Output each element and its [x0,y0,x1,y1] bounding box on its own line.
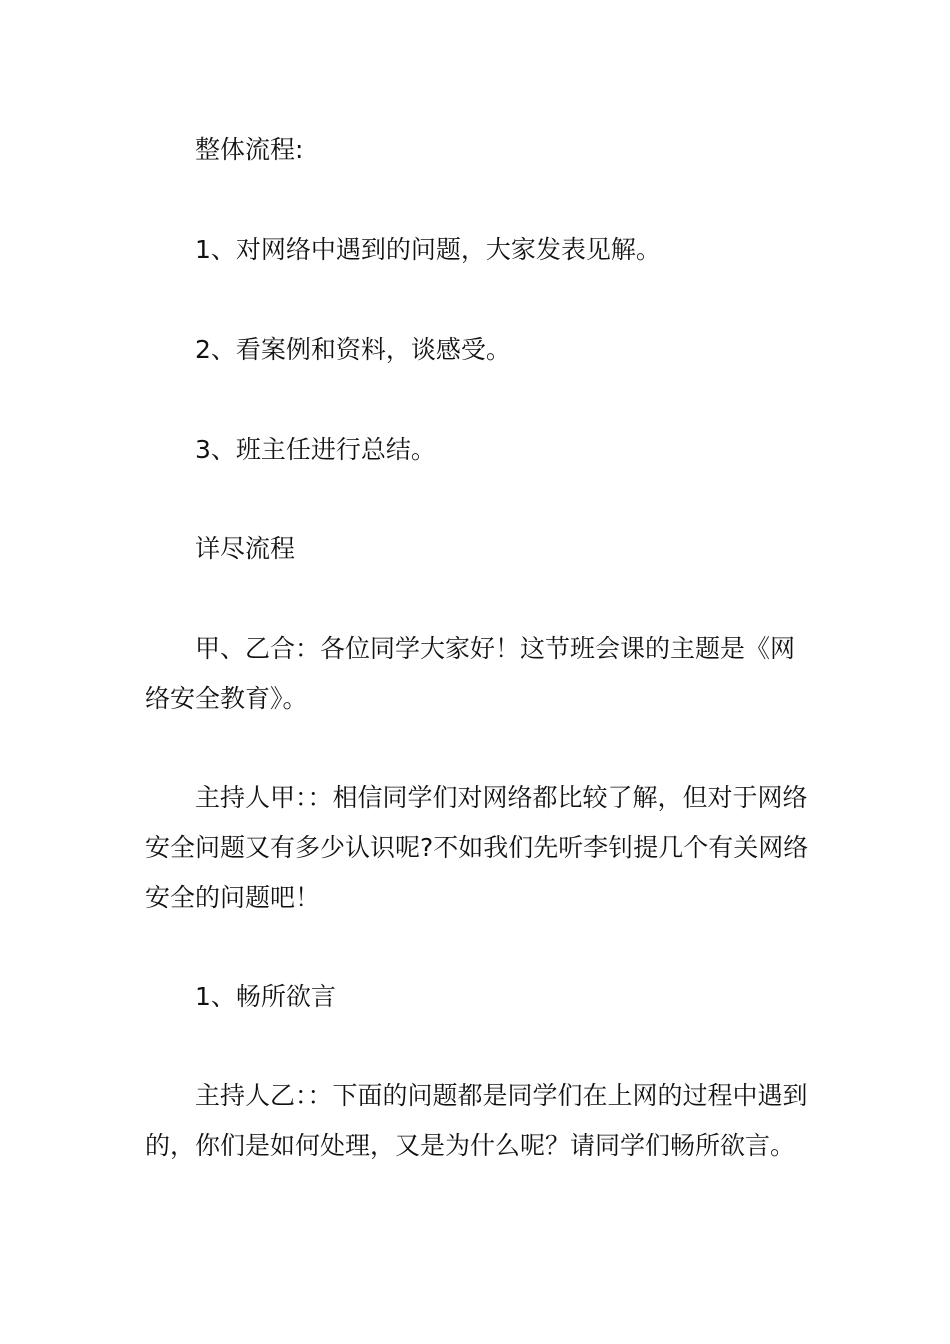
section-heading-speak-freely: 1、畅所欲言 [195,982,336,1011]
overall-step-2: 2、看案例和资料，谈感受。 [195,335,511,364]
heading-detailed-process: 详尽流程 [195,534,296,563]
overall-step-3: 3、班主任进行总结。 [195,435,436,464]
paragraph-host-b: 主持人乙：：下面的问题都是同学们在上网的过程中遇到的，你们是如何处理，又是为什么呢？请同学们畅所欲言。 [145,1081,808,1160]
overall-step-1: 1、对网络中遇到的问题，大家发表见解。 [195,235,661,264]
paragraph-host-a: 主持人甲：：相信同学们对网络都比较了解，但对于网络安全问题又有多少认识呢?不如我们先听李钊提几个有关网络安全的问题吧！ [145,783,809,912]
heading-overall-process: 整体流程: [195,135,304,164]
paragraph-opening: 甲、乙合：各位同学大家好！这节班会课的主题是《网络安全教育》。 [145,634,796,713]
